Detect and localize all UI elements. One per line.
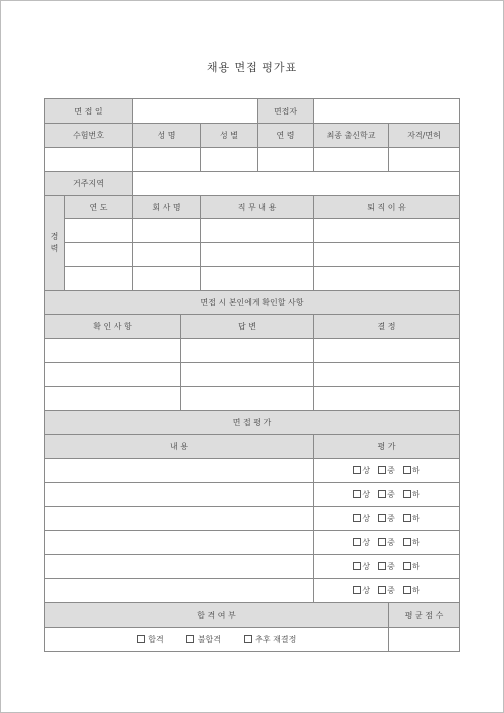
evaluation-row xyxy=(45,483,460,507)
evaluation-row-5-rating xyxy=(314,555,460,579)
career-row-3-reason[interactable] xyxy=(314,267,460,291)
name-field[interactable] xyxy=(133,148,201,172)
career-row-2-company[interactable] xyxy=(133,243,201,267)
rating-option[interactable]: 하 xyxy=(403,561,420,572)
pass-option-fail[interactable]: 불합격 xyxy=(186,634,221,645)
career-row-2-year[interactable] xyxy=(65,243,133,267)
rating-option[interactable]: 상 xyxy=(353,489,370,500)
checkbox-icon[interactable] xyxy=(378,538,386,546)
confirm-row-1-item[interactable] xyxy=(45,339,181,363)
rating-option[interactable]: 하 xyxy=(403,513,420,524)
career-row-3-company[interactable] xyxy=(133,267,201,291)
rating-option[interactable]: 하 xyxy=(403,465,420,476)
checkbox-icon[interactable] xyxy=(353,466,361,474)
checkbox-icon[interactable] xyxy=(378,466,386,474)
confirm-row-2-decision[interactable] xyxy=(314,363,460,387)
career-row-1-year[interactable] xyxy=(65,219,133,243)
average-score-header: 평 균 점 수 xyxy=(389,603,460,628)
confirm-section-title: 면접 시 본인에게 확인할 사항 xyxy=(45,291,460,315)
rating-option[interactable]: 중 xyxy=(378,561,395,572)
rating-option[interactable]: 중 xyxy=(378,585,395,596)
evaluation-row-2-content[interactable] xyxy=(45,483,314,507)
evaluation-row-6-content[interactable] xyxy=(45,579,314,603)
interviewer-label: 면접자 xyxy=(258,99,314,124)
license-label: 자격/면허 xyxy=(389,124,460,148)
checkbox-icon[interactable] xyxy=(378,586,386,594)
evaluation-row xyxy=(45,579,460,603)
evaluation-row xyxy=(45,531,460,555)
exam-no-field[interactable] xyxy=(45,148,133,172)
checkbox-icon[interactable] xyxy=(353,490,361,498)
confirm-row-3-decision[interactable] xyxy=(314,387,460,411)
average-score-field[interactable] xyxy=(389,628,460,652)
checkbox-icon[interactable] xyxy=(353,514,361,522)
confirm-header-item: 확 인 사 항 xyxy=(45,315,181,339)
career-header-company: 회 사 명 xyxy=(133,196,201,219)
career-row-3-duty[interactable] xyxy=(201,267,314,291)
interview-date-field[interactable] xyxy=(133,99,258,124)
checkbox-icon[interactable] xyxy=(137,635,145,643)
confirm-row-2-item[interactable] xyxy=(45,363,181,387)
confirm-header-decision: 결 정 xyxy=(314,315,460,339)
evaluation-form-table xyxy=(44,98,460,652)
career-side-label: 경 력 xyxy=(45,196,65,291)
name-label: 성 명 xyxy=(133,124,201,148)
gender-field[interactable] xyxy=(201,148,258,172)
evaluation-row xyxy=(45,507,460,531)
checkbox-icon[interactable] xyxy=(378,562,386,570)
confirm-row-1-decision[interactable] xyxy=(314,339,460,363)
rating-option[interactable]: 상 xyxy=(353,537,370,548)
evaluation-row-1-content[interactable] xyxy=(45,459,314,483)
pass-status-header: 합 격 여 부 xyxy=(45,603,389,628)
checkbox-icon[interactable] xyxy=(244,635,252,643)
age-label: 연 령 xyxy=(258,124,314,148)
career-row-1-reason[interactable] xyxy=(314,219,460,243)
checkbox-icon[interactable] xyxy=(353,538,361,546)
exam-no-label: 수험번호 xyxy=(45,124,133,148)
school-label: 최종 출신학교 xyxy=(314,124,389,148)
evaluation-row-2-rating xyxy=(314,483,460,507)
rating-option[interactable]: 하 xyxy=(403,537,420,548)
checkbox-icon[interactable] xyxy=(403,466,411,474)
confirm-row-2-answer[interactable] xyxy=(181,363,314,387)
rating-option[interactable]: 중 xyxy=(378,537,395,548)
rating-option[interactable]: 중 xyxy=(378,513,395,524)
rating-option[interactable]: 상 xyxy=(353,585,370,596)
evaluation-row-5-content[interactable] xyxy=(45,555,314,579)
rating-option[interactable]: 중 xyxy=(378,489,395,500)
confirm-row-3-item[interactable] xyxy=(45,387,181,411)
evaluation-row-4-rating xyxy=(314,531,460,555)
evaluation-row xyxy=(45,459,460,483)
evaluation-section-title: 면 접 평 가 xyxy=(45,411,460,435)
interviewer-field[interactable] xyxy=(314,99,460,124)
evaluation-row-3-rating xyxy=(314,507,460,531)
checkbox-icon[interactable] xyxy=(378,514,386,522)
evaluation-row-6-rating xyxy=(314,579,460,603)
career-row-3-year[interactable] xyxy=(65,267,133,291)
checkbox-icon[interactable] xyxy=(353,586,361,594)
pass-option-pass[interactable]: 합격 xyxy=(137,634,164,645)
career-header-duty: 직 무 내 용 xyxy=(201,196,314,219)
residence-label: 거주지역 xyxy=(45,172,133,196)
evaluation-header-rating: 평 가 xyxy=(314,435,460,459)
form-title: 채용 면접 평가표 xyxy=(206,61,298,74)
rating-option[interactable]: 하 xyxy=(403,585,420,596)
evaluation-row xyxy=(45,555,460,579)
gender-label: 성 별 xyxy=(201,124,258,148)
school-field[interactable] xyxy=(314,148,389,172)
rating-option[interactable]: 중 xyxy=(378,465,395,476)
career-header-reason: 퇴 직 이 유 xyxy=(314,196,460,219)
rating-option[interactable]: 하 xyxy=(403,489,420,500)
checkbox-icon[interactable] xyxy=(403,490,411,498)
checkbox-icon[interactable] xyxy=(186,635,194,643)
checkbox-icon[interactable] xyxy=(403,538,411,546)
interview-date-label: 면 접 일 xyxy=(45,99,133,124)
career-row-2-duty[interactable] xyxy=(201,243,314,267)
checkbox-icon[interactable] xyxy=(403,586,411,594)
confirm-row-1-answer[interactable] xyxy=(181,339,314,363)
evaluation-row-1-rating xyxy=(314,459,460,483)
evaluation-row-3-content[interactable] xyxy=(45,507,314,531)
rating-option[interactable]: 상 xyxy=(353,513,370,524)
evaluation-row-4-content[interactable] xyxy=(45,531,314,555)
age-field[interactable] xyxy=(258,148,314,172)
confirm-header-answer: 답 변 xyxy=(181,315,314,339)
career-row-1-duty[interactable] xyxy=(201,219,314,243)
rating-option[interactable]: 상 xyxy=(353,561,370,572)
pass-options-cell xyxy=(45,628,389,652)
license-field[interactable] xyxy=(389,148,460,172)
rating-option[interactable]: 상 xyxy=(353,465,370,476)
career-row-2-reason[interactable] xyxy=(314,243,460,267)
career-header-year: 연 도 xyxy=(65,196,133,219)
pass-option-later[interactable]: 추후 재결정 xyxy=(244,634,297,645)
residence-field[interactable] xyxy=(133,172,460,196)
checkbox-icon[interactable] xyxy=(403,562,411,570)
checkbox-icon[interactable] xyxy=(403,514,411,522)
career-row-1-company[interactable] xyxy=(133,219,201,243)
checkbox-icon[interactable] xyxy=(378,490,386,498)
checkbox-icon[interactable] xyxy=(353,562,361,570)
evaluation-header-content: 내 용 xyxy=(45,435,314,459)
confirm-row-3-answer[interactable] xyxy=(181,387,314,411)
